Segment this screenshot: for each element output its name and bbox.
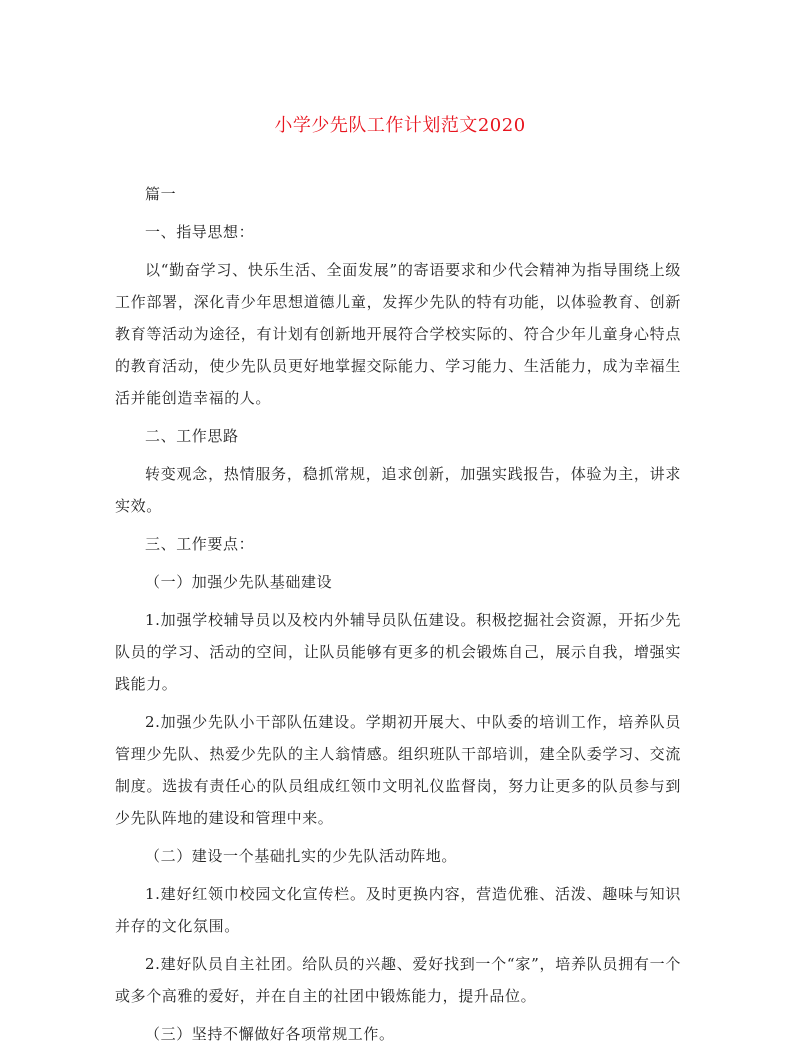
document-body — [115, 178, 681, 1056]
list-item: 2.加强少先队小干部队伍建设。学期初开展大、中队委的培训工作，培养队员管理少先队、热爱少先队的主人翁情感。组织班队干部培训，建全队委学习、交流制度。选拔有责任心的队员组成红领巾文明礼仪监督岗，努力让更多的队员参与到少先队阵地的建设和管理中来。 — [115, 713, 681, 827]
list-item: 1.加强学校辅导员以及校内外辅导员队伍建设。积极挖掘社会资源，开拓少先队员的学习、活动的空间，让队员能够有更多的机会锻炼自己，展示自我，增强实践能力。 — [115, 611, 681, 693]
list-item: 2.建好队员自主社团。给队员的兴趣、爱好找到一个“家”，培养队员拥有一个或多个高雅的爱好，并在自主的社团中锻炼能力，提升品位。 — [115, 955, 681, 1005]
heading-work-points: 三、工作要点： — [145, 535, 255, 553]
heading-work-approach: 二、工作思路 — [145, 427, 239, 445]
paragraph-guiding-thought: 以“勤奋学习、快乐生活、全面发展”的寄语要求和少代会精神为指导围绕上级工作部署，深化青少年思想道德儿童，发挥少先队的特有功能，以体验教育、创新教育等活动为途径，有计划有创新地开展符合学校实际的、符合少年儿童身心特点的教育活动，使少先队员更好地掌握交际能力、学习能力、生活能力，成为幸福生活并能创造幸福的人。 — [115, 261, 681, 407]
list-item: 1.建好红领巾校园文化宣传栏。及时更换内容，营造优雅、活泼、趣味与知识并存的文化氛围。 — [115, 885, 681, 935]
subheading-foundation: （一）加强少先队基础建设 — [145, 573, 333, 591]
subheading-routine-work: （三）坚持不懈做好各项常规工作。 — [145, 1025, 395, 1043]
heading-guiding-thought: 一、指导思想： — [145, 223, 255, 241]
paragraph-work-approach: 转变观念，热情服务，稳抓常规，追求创新，加强实践报告，体验为主，讲求实效。 — [115, 465, 681, 515]
section-label: 篇一 — [145, 185, 177, 203]
document-title: 小学少先队工作计划范文2020 — [274, 115, 526, 136]
subheading-activity-base: （二）建设一个基础扎实的少先队活动阵地。 — [145, 847, 458, 865]
